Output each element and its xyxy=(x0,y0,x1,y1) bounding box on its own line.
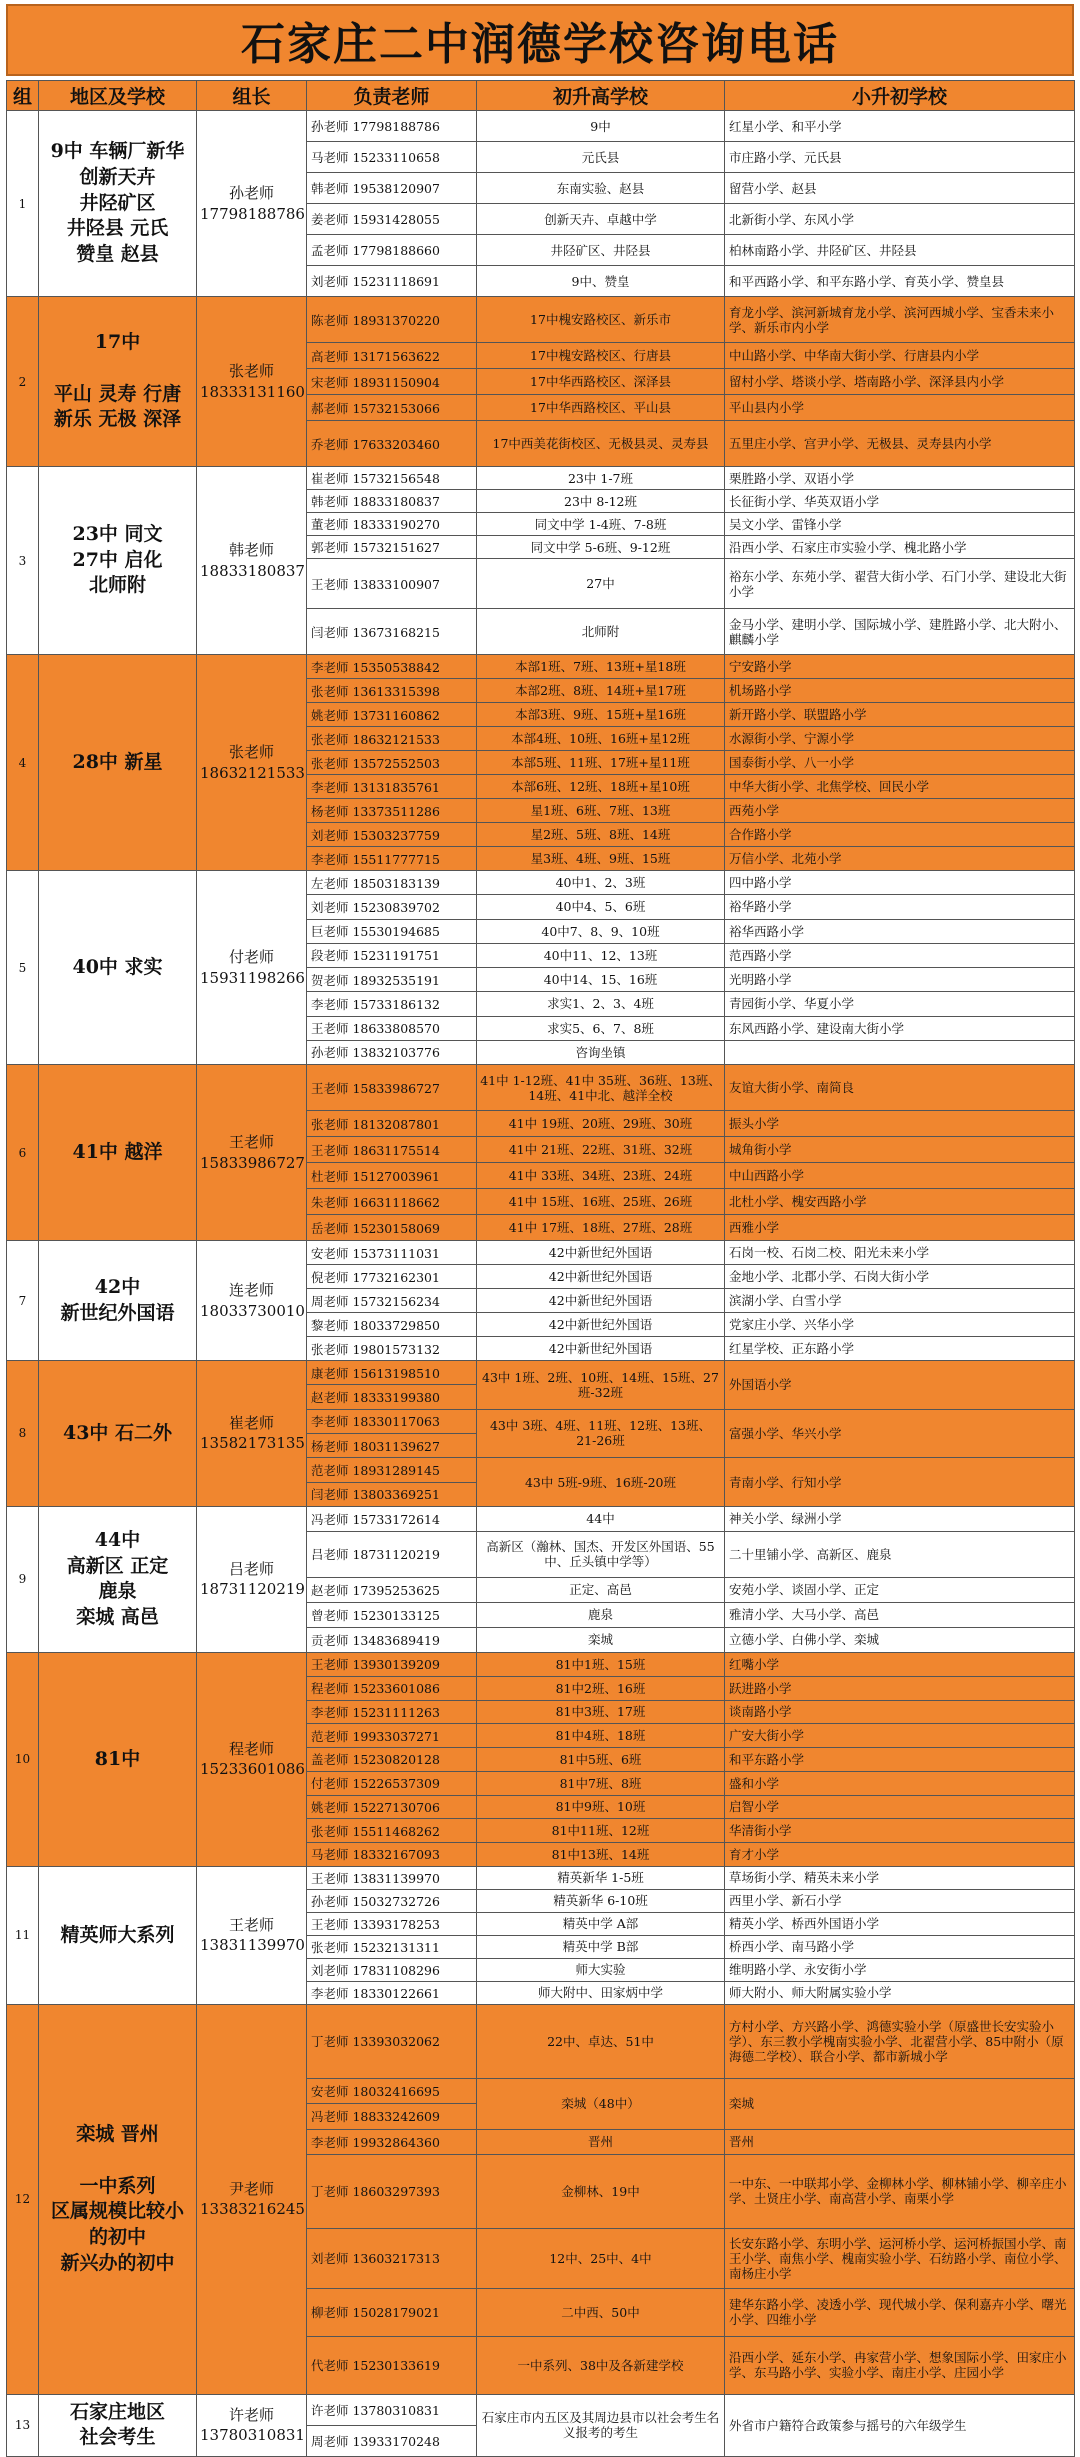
teacher-contact: 韩老师 19538120907 xyxy=(307,173,477,204)
middle-school-cell: 晋州 xyxy=(725,2129,1075,2154)
middle-school-cell: 留营小学、赵县 xyxy=(725,173,1075,204)
teacher-contact: 李老师 18330117063 xyxy=(307,1409,477,1433)
middle-school-cell xyxy=(725,1040,1075,1064)
teacher-contact: 孙老师 17798188786 xyxy=(307,111,477,142)
middle-school-cell: 栗胜路小学、双语小学 xyxy=(725,467,1075,490)
high-school-cell: 41中 33班、34班、23班、24班 xyxy=(477,1163,725,1189)
high-school-cell: 石家庄市内五区及其周边县市以社会考生名义报考的考生 xyxy=(477,2394,725,2456)
high-school-cell: 17中华西路校区、平山县 xyxy=(477,395,725,421)
teacher-contact: 张老师 13613315398 xyxy=(307,679,477,703)
high-school-cell: 41中 15班、16班、25班、26班 xyxy=(477,1189,725,1215)
teacher-contact: 朱老师 16631118662 xyxy=(307,1189,477,1215)
teacher-contact: 冯老师 18833242609 xyxy=(307,2104,477,2129)
region-schools: 石家庄地区 社会考生 xyxy=(39,2394,197,2456)
middle-school-cell: 裕华西路小学 xyxy=(725,919,1075,943)
high-school-cell: 本部2班、8班、14班+星17班 xyxy=(477,679,725,703)
high-school-cell: 43中 1班、2班、10班、14班、15班、27班-32班 xyxy=(477,1361,725,1410)
teacher-contact: 张老师 15232131311 xyxy=(307,1935,477,1958)
group-number: 1 xyxy=(7,111,39,297)
middle-school-cell: 华清街小学 xyxy=(725,1819,1075,1843)
middle-school-cell: 沿西小学、石家庄市实验小学、槐北路小学 xyxy=(725,536,1075,559)
middle-school-cell: 宁安路小学 xyxy=(725,655,1075,679)
teacher-contact: 高老师 13171563622 xyxy=(307,343,477,369)
teacher-contact: 姚老师 15227130706 xyxy=(307,1795,477,1819)
high-school-cell: 金柳林、19中 xyxy=(477,2154,725,2228)
header-leader: 组长 xyxy=(197,81,307,111)
middle-school-cell: 广安大街小学 xyxy=(725,1724,1075,1748)
region-schools: 44中 高新区 正定 鹿泉 栾城 高邑 xyxy=(39,1506,197,1652)
middle-school-cell: 外省市户籍符合政策参与摇号的六年级学生 xyxy=(725,2394,1075,2456)
header-middle-school: 小升初学校 xyxy=(725,81,1075,111)
middle-school-cell: 一中东、一中联邦小学、金柳林小学、柳林铺小学、柳辛庄小学、土贤庄小学、南高营小学、南栗小学 xyxy=(725,2154,1075,2228)
region-schools: 81中 xyxy=(39,1652,197,1866)
teacher-contact: 刘老师 17831108296 xyxy=(307,1958,477,1981)
middle-school-cell: 立德小学、白佛小学、栾城 xyxy=(725,1627,1075,1652)
middle-school-cell: 栾城 xyxy=(725,2078,1075,2129)
middle-school-cell: 育才小学 xyxy=(725,1843,1075,1867)
header-teacher: 负责老师 xyxy=(307,81,477,111)
region-schools: 41中 越洋 xyxy=(39,1065,197,1241)
teacher-contact: 孙老师 13832103776 xyxy=(307,1040,477,1064)
middle-school-cell: 红星学校、正东路小学 xyxy=(725,1337,1075,1361)
high-school-cell: 北师附 xyxy=(477,609,725,655)
table-row xyxy=(7,2394,1075,2425)
high-school-cell: 81中9班、10班 xyxy=(477,1795,725,1819)
middle-school-cell: 西苑小学 xyxy=(725,799,1075,823)
teacher-contact: 贡老师 13483689419 xyxy=(307,1627,477,1652)
high-school-cell: 9中、赞皇 xyxy=(477,266,725,297)
high-school-cell: 本部3班、9班、15班+星16班 xyxy=(477,703,725,727)
teacher-contact: 程老师 15233601086 xyxy=(307,1676,477,1700)
middle-school-cell: 万信小学、北苑小学 xyxy=(725,847,1075,871)
teacher-contact: 周老师 15732156234 xyxy=(307,1289,477,1313)
teacher-contact: 李老师 19932864360 xyxy=(307,2129,477,2154)
middle-school-cell: 友谊大街小学、南简良 xyxy=(725,1065,1075,1111)
middle-school-cell: 中华大街小学、北焦学校、回民小学 xyxy=(725,775,1075,799)
teacher-contact: 范老师 19933037271 xyxy=(307,1724,477,1748)
high-school-cell: 42中新世纪外国语 xyxy=(477,1241,725,1265)
high-school-cell: 师大实验 xyxy=(477,1958,725,1981)
high-school-cell: 星1班、6班、7班、13班 xyxy=(477,799,725,823)
group-number: 13 xyxy=(7,2394,39,2456)
middle-school-cell: 红星小学、和平小学 xyxy=(725,111,1075,142)
high-school-cell: 本部5班、11班、17班+星11班 xyxy=(477,751,725,775)
table-header-row xyxy=(7,81,1075,111)
teacher-contact: 刘老师 13603217313 xyxy=(307,2228,477,2288)
high-school-cell: 精英新华 1-5班 xyxy=(477,1866,725,1889)
teacher-contact: 张老师 19801573132 xyxy=(307,1337,477,1361)
group-leader: 尹老师 13383216245 xyxy=(197,2004,307,2394)
group-leader: 张老师 18632121533 xyxy=(197,655,307,871)
teacher-contact: 李老师 15733186132 xyxy=(307,992,477,1016)
high-school-cell: 精英新华 6-10班 xyxy=(477,1889,725,1912)
middle-school-cell: 西里小学、新石小学 xyxy=(725,1889,1075,1912)
teacher-contact: 刘老师 15231118691 xyxy=(307,266,477,297)
header-region: 地区及学校 xyxy=(39,81,197,111)
teacher-contact: 巨老师 15530194685 xyxy=(307,919,477,943)
high-school-cell: 一中系列、38中及各新建学校 xyxy=(477,2336,725,2394)
teacher-contact: 安老师 15373111031 xyxy=(307,1241,477,1265)
teacher-contact: 宋老师 18931150904 xyxy=(307,369,477,395)
middle-school-cell: 神关小学、绿洲小学 xyxy=(725,1506,1075,1531)
teacher-contact: 张老师 18132087801 xyxy=(307,1111,477,1137)
middle-school-cell: 和平西路小学、和平东路小学、育英小学、赞皇县 xyxy=(725,266,1075,297)
teacher-contact: 王老师 18631175514 xyxy=(307,1137,477,1163)
teacher-contact: 刘老师 15230839702 xyxy=(307,895,477,919)
teacher-contact: 刘老师 15303237759 xyxy=(307,823,477,847)
teacher-contact: 闫老师 13673168215 xyxy=(307,609,477,655)
middle-school-cell: 师大附小、师大附属实验小学 xyxy=(725,1981,1075,2004)
table-row xyxy=(7,2004,1075,2078)
high-school-cell: 精英中学 A部 xyxy=(477,1912,725,1935)
high-school-cell: 44中 xyxy=(477,1506,725,1531)
middle-school-cell: 五里庄小学、宫尹小学、无极县、灵寿县内小学 xyxy=(725,421,1075,467)
teacher-contact: 姚老师 13731160862 xyxy=(307,703,477,727)
teacher-contact: 王老师 13833100907 xyxy=(307,559,477,609)
high-school-cell: 本部4班、10班、16班+星12班 xyxy=(477,727,725,751)
teacher-contact: 代老师 15230133619 xyxy=(307,2336,477,2394)
group-number: 3 xyxy=(7,467,39,655)
middle-school-cell: 光明路小学 xyxy=(725,968,1075,992)
middle-school-cell: 草场街小学、精英未来小学 xyxy=(725,1866,1075,1889)
teacher-contact: 姜老师 15931428055 xyxy=(307,204,477,235)
teacher-contact: 李老师 15350538842 xyxy=(307,655,477,679)
middle-school-cell: 北新街小学、东风小学 xyxy=(725,204,1075,235)
teacher-contact: 孙老师 15032732726 xyxy=(307,1889,477,1912)
teacher-contact: 盖老师 15230820128 xyxy=(307,1748,477,1772)
high-school-cell: 43中 5班-9班、16班-20班 xyxy=(477,1458,725,1507)
teacher-contact: 杨老师 13373511286 xyxy=(307,799,477,823)
high-school-cell: 高新区（瀚林、国杰、开发区外国语、55中、丘头镇中学等） xyxy=(477,1531,725,1577)
middle-school-cell: 城角街小学 xyxy=(725,1137,1075,1163)
middle-school-cell: 二十里铺小学、高新区、鹿泉 xyxy=(725,1531,1075,1577)
table-row xyxy=(7,1241,1075,1265)
teacher-contact: 李老师 15231111263 xyxy=(307,1700,477,1724)
high-school-cell: 17中华西路校区、深泽县 xyxy=(477,369,725,395)
page-title: 石家庄二中润德学校咨询电话 xyxy=(6,4,1074,76)
middle-school-cell: 合作路小学 xyxy=(725,823,1075,847)
teacher-contact: 乔老师 17633203460 xyxy=(307,421,477,467)
high-school-cell: 晋州 xyxy=(477,2129,725,2154)
high-school-cell: 精英中学 B部 xyxy=(477,1935,725,1958)
teacher-contact: 张老师 18632121533 xyxy=(307,727,477,751)
high-school-cell: 22中、卓达、51中 xyxy=(477,2004,725,2078)
middle-school-cell: 安苑小学、谈固小学、正定 xyxy=(725,1577,1075,1602)
teacher-contact: 马老师 18332167093 xyxy=(307,1843,477,1867)
middle-school-cell: 吴文小学、雷锋小学 xyxy=(725,513,1075,536)
high-school-cell: 81中11班、12班 xyxy=(477,1819,725,1843)
high-school-cell: 81中1班、15班 xyxy=(477,1652,725,1676)
high-school-cell: 9中 xyxy=(477,111,725,142)
high-school-cell: 42中新世纪外国语 xyxy=(477,1313,725,1337)
group-number: 10 xyxy=(7,1652,39,1866)
middle-school-cell: 留村小学、塔谈小学、塔南路小学、深泽县内小学 xyxy=(725,369,1075,395)
middle-school-cell: 平山县内小学 xyxy=(725,395,1075,421)
high-school-cell: 81中2班、16班 xyxy=(477,1676,725,1700)
table-row xyxy=(7,1506,1075,1531)
middle-school-cell: 中山路小学、中华南大街小学、行唐县内小学 xyxy=(725,343,1075,369)
table-row xyxy=(7,1652,1075,1676)
middle-school-cell: 外国语小学 xyxy=(725,1361,1075,1410)
header-high-school: 初升高学校 xyxy=(477,81,725,111)
teacher-contact: 段老师 15231191751 xyxy=(307,943,477,967)
table-row xyxy=(7,655,1075,679)
teacher-contact: 康老师 15613198510 xyxy=(307,1361,477,1385)
teacher-contact: 孟老师 17798188660 xyxy=(307,235,477,266)
teacher-contact: 张老师 15511468262 xyxy=(307,1819,477,1843)
high-school-cell: 40中11、12、13班 xyxy=(477,943,725,967)
middle-school-cell: 盛和小学 xyxy=(725,1771,1075,1795)
middle-school-cell: 跃进路小学 xyxy=(725,1676,1075,1700)
teacher-contact: 柳老师 15028179021 xyxy=(307,2288,477,2336)
teacher-contact: 丁老师 18603297393 xyxy=(307,2154,477,2228)
teacher-contact: 付老师 15226537309 xyxy=(307,1771,477,1795)
group-leader: 张老师 18333131160 xyxy=(197,297,307,467)
teacher-contact: 陈老师 18931370220 xyxy=(307,297,477,343)
middle-school-cell: 富强小学、华兴小学 xyxy=(725,1409,1075,1458)
teacher-contact: 李老师 13131835761 xyxy=(307,775,477,799)
middle-school-cell: 桥西小学、南马路小学 xyxy=(725,1935,1075,1958)
group-leader: 吕老师 18731120219 xyxy=(197,1506,307,1652)
middle-school-cell: 长安东路小学、东明小学、运河桥小学、运河桥振国小学、南王小学、南焦小学、槐南实验小学、石纺路小学、南位小学、南杨庄小学 xyxy=(725,2228,1075,2288)
high-school-cell: 井陉矿区、井陉县 xyxy=(477,235,725,266)
table-row xyxy=(7,297,1075,343)
high-school-cell: 27中 xyxy=(477,559,725,609)
teacher-contact: 闫老师 13803369251 xyxy=(307,1482,477,1506)
teacher-contact: 李老师 18330122661 xyxy=(307,1981,477,2004)
group-leader: 付老师 15931198266 xyxy=(197,871,307,1065)
high-school-cell: 求实5、6、7、8班 xyxy=(477,1016,725,1040)
middle-school-cell: 东风西路小学、建设南大街小学 xyxy=(725,1016,1075,1040)
group-number: 11 xyxy=(7,1866,39,2004)
middle-school-cell: 振头小学 xyxy=(725,1111,1075,1137)
high-school-cell: 栾城 xyxy=(477,1627,725,1652)
teacher-contact: 吕老师 18731120219 xyxy=(307,1531,477,1577)
high-school-cell: 42中新世纪外国语 xyxy=(477,1289,725,1313)
teacher-contact: 马老师 15233110658 xyxy=(307,142,477,173)
high-school-cell: 40中1、2、3班 xyxy=(477,871,725,895)
high-school-cell: 41中 21班、22班、31班、32班 xyxy=(477,1137,725,1163)
teacher-contact: 倪老师 17732162301 xyxy=(307,1265,477,1289)
group-number: 9 xyxy=(7,1506,39,1652)
group-leader: 王老师 13831139970 xyxy=(197,1866,307,2004)
group-leader: 连老师 18033730010 xyxy=(197,1241,307,1361)
middle-school-cell: 和平东路小学 xyxy=(725,1748,1075,1772)
high-school-cell: 同文中学 1-4班、7-8班 xyxy=(477,513,725,536)
teacher-contact: 韩老师 18833180837 xyxy=(307,490,477,513)
group-number: 6 xyxy=(7,1065,39,1241)
high-school-cell: 17中槐安路校区、行唐县 xyxy=(477,343,725,369)
teacher-contact: 杜老师 15127003961 xyxy=(307,1163,477,1189)
middle-school-cell: 育龙小学、滨河新城育龙小学、滨河西城小学、宝香未来小学、新乐市内小学 xyxy=(725,297,1075,343)
middle-school-cell: 石岗一校、石岗二校、阳光未来小学 xyxy=(725,1241,1075,1265)
contact-table xyxy=(6,80,1075,2457)
high-school-cell: 正定、高邑 xyxy=(477,1577,725,1602)
teacher-contact: 曾老师 15230133125 xyxy=(307,1602,477,1627)
high-school-cell: 23中 8-12班 xyxy=(477,490,725,513)
middle-school-cell: 北杜小学、槐安西路小学 xyxy=(725,1189,1075,1215)
teacher-contact: 左老师 18503183139 xyxy=(307,871,477,895)
high-school-cell: 41中 17班、18班、27班、28班 xyxy=(477,1215,725,1241)
group-leader: 崔老师 13582173135 xyxy=(197,1361,307,1507)
high-school-cell: 鹿泉 xyxy=(477,1602,725,1627)
table-row xyxy=(7,871,1075,895)
teacher-contact: 贺老师 18932535191 xyxy=(307,968,477,992)
high-school-cell: 17中西美花街校区、无极县灵、灵寿县 xyxy=(477,421,725,467)
teacher-contact: 李老师 15511777715 xyxy=(307,847,477,871)
high-school-cell: 师大附中、田家炳中学 xyxy=(477,1981,725,2004)
teacher-contact: 许老师 13780310831 xyxy=(307,2394,477,2425)
teacher-contact: 赵老师 17395253625 xyxy=(307,1577,477,1602)
group-leader: 韩老师 18833180837 xyxy=(197,467,307,655)
high-school-cell: 17中槐安路校区、新乐市 xyxy=(477,297,725,343)
middle-school-cell: 沿西小学、延东小学、冉家营小学、想象国际小学、田家庄小学、东马路小学、实验小学、南庄小学、庄园小学 xyxy=(725,2336,1075,2394)
region-schools: 23中 同文 27中 启化 北师附 xyxy=(39,467,197,655)
region-schools: 17中 平山 灵寿 行唐 新乐 无极 深泽 xyxy=(39,297,197,467)
high-school-cell: 创新天卉、卓越中学 xyxy=(477,204,725,235)
middle-school-cell: 青园街小学、华夏小学 xyxy=(725,992,1075,1016)
teacher-contact: 范老师 18931289145 xyxy=(307,1458,477,1482)
group-leader: 王老师 15833986727 xyxy=(197,1065,307,1241)
high-school-cell: 咨询坐镇 xyxy=(477,1040,725,1064)
header-group: 组 xyxy=(7,81,39,111)
table-row xyxy=(7,1866,1075,1889)
teacher-contact: 王老师 13393178253 xyxy=(307,1912,477,1935)
high-school-cell: 元氏县 xyxy=(477,142,725,173)
high-school-cell: 81中13班、14班 xyxy=(477,1843,725,1867)
middle-school-cell: 金马小学、建明小学、国际城小学、建胜路小学、北大附小、麒麟小学 xyxy=(725,609,1075,655)
middle-school-cell: 党家庄小学、兴华小学 xyxy=(725,1313,1075,1337)
middle-school-cell: 裕东小学、东苑小学、翟营大街小学、石门小学、建设北大街小学 xyxy=(725,559,1075,609)
middle-school-cell: 滨湖小学、白雪小学 xyxy=(725,1289,1075,1313)
middle-school-cell: 市庄路小学、元氏县 xyxy=(725,142,1075,173)
teacher-contact: 王老师 15833986727 xyxy=(307,1065,477,1111)
middle-school-cell: 四中路小学 xyxy=(725,871,1075,895)
teacher-contact: 董老师 18333190270 xyxy=(307,513,477,536)
teacher-contact: 崔老师 15732156548 xyxy=(307,467,477,490)
teacher-contact: 杨老师 18031139627 xyxy=(307,1433,477,1457)
teacher-contact: 王老师 18633808570 xyxy=(307,1016,477,1040)
high-school-cell: 81中4班、18班 xyxy=(477,1724,725,1748)
high-school-cell: 81中5班、6班 xyxy=(477,1748,725,1772)
middle-school-cell: 中山西路小学 xyxy=(725,1163,1075,1189)
middle-school-cell: 雅清小学、大马小学、高邑 xyxy=(725,1602,1075,1627)
high-school-cell: 求实1、2、3、4班 xyxy=(477,992,725,1016)
table-body xyxy=(7,111,1075,2457)
teacher-contact: 冯老师 15733172614 xyxy=(307,1506,477,1531)
middle-school-cell: 西雅小学 xyxy=(725,1215,1075,1241)
table-row xyxy=(7,1361,1075,1385)
high-school-cell: 81中3班、17班 xyxy=(477,1700,725,1724)
group-number: 12 xyxy=(7,2004,39,2394)
middle-school-cell: 方村小学、方兴路小学、鸿德实验小学（原盛世长安实验小学）、东三教小学槐南实验小学、北翟营小学、85中附小（原海德二学校）、联合小学、都市新城小学 xyxy=(725,2004,1075,2078)
high-school-cell: 栾城（48中） xyxy=(477,2078,725,2129)
teacher-contact: 王老师 13930139209 xyxy=(307,1652,477,1676)
middle-school-cell: 裕华路小学 xyxy=(725,895,1075,919)
group-number: 5 xyxy=(7,871,39,1065)
middle-school-cell: 新开路小学、联盟路小学 xyxy=(725,703,1075,727)
middle-school-cell: 启智小学 xyxy=(725,1795,1075,1819)
table-row xyxy=(7,1065,1075,1111)
table-row xyxy=(7,467,1075,490)
region-schools: 28中 新星 xyxy=(39,655,197,871)
high-school-cell: 本部1班、7班、13班+星18班 xyxy=(477,655,725,679)
teacher-contact: 黎老师 18033729850 xyxy=(307,1313,477,1337)
group-number: 2 xyxy=(7,297,39,467)
group-number: 8 xyxy=(7,1361,39,1507)
group-number: 4 xyxy=(7,655,39,871)
high-school-cell: 81中7班、8班 xyxy=(477,1771,725,1795)
high-school-cell: 41中 1-12班、41中 35班、36班、13班、14班、41中北、越洋全校 xyxy=(477,1065,725,1111)
teacher-contact: 郭老师 15732151627 xyxy=(307,536,477,559)
middle-school-cell: 维明路小学、永安街小学 xyxy=(725,1958,1075,1981)
middle-school-cell: 金地小学、北郡小学、石岗大街小学 xyxy=(725,1265,1075,1289)
middle-school-cell: 建华东路小学、凌透小学、现代城小学、保利嘉卉小学、曙光小学、四维小学 xyxy=(725,2288,1075,2336)
high-school-cell: 东南实验、赵县 xyxy=(477,173,725,204)
middle-school-cell: 精英小学、桥西外国语小学 xyxy=(725,1912,1075,1935)
high-school-cell: 42中新世纪外国语 xyxy=(477,1265,725,1289)
middle-school-cell: 机场路小学 xyxy=(725,679,1075,703)
high-school-cell: 40中7、8、9、10班 xyxy=(477,919,725,943)
high-school-cell: 12中、25中、4中 xyxy=(477,2228,725,2288)
teacher-contact: 安老师 18032416695 xyxy=(307,2078,477,2103)
high-school-cell: 本部6班、12班、18班+星10班 xyxy=(477,775,725,799)
teacher-contact: 王老师 13831139970 xyxy=(307,1866,477,1889)
middle-school-cell: 谈南路小学 xyxy=(725,1700,1075,1724)
middle-school-cell: 长征街小学、华英双语小学 xyxy=(725,490,1075,513)
high-school-cell: 星2班、5班、8班、14班 xyxy=(477,823,725,847)
region-schools: 精英师大系列 xyxy=(39,1866,197,2004)
teacher-contact: 张老师 13572552503 xyxy=(307,751,477,775)
high-school-cell: 43中 3班、4班、11班、12班、13班、21-26班 xyxy=(477,1409,725,1458)
table-row xyxy=(7,111,1075,142)
high-school-cell: 同文中学 5-6班、9-12班 xyxy=(477,536,725,559)
teacher-contact: 丁老师 13393032062 xyxy=(307,2004,477,2078)
high-school-cell: 23中 1-7班 xyxy=(477,467,725,490)
group-leader: 许老师 13780310831 xyxy=(197,2394,307,2456)
high-school-cell: 二中西、50中 xyxy=(477,2288,725,2336)
middle-school-cell: 柏林南路小学、井陉矿区、井陉县 xyxy=(725,235,1075,266)
high-school-cell: 星3班、4班、9班、15班 xyxy=(477,847,725,871)
region-schools: 43中 石二外 xyxy=(39,1361,197,1507)
high-school-cell: 42中新世纪外国语 xyxy=(477,1337,725,1361)
high-school-cell: 40中14、15、16班 xyxy=(477,968,725,992)
high-school-cell: 41中 19班、20班、29班、30班 xyxy=(477,1111,725,1137)
middle-school-cell: 水源街小学、宁源小学 xyxy=(725,727,1075,751)
middle-school-cell: 青南小学、行知小学 xyxy=(725,1458,1075,1507)
region-schools: 9中 车辆厂新华 创新天卉 井陉矿区 井陉县 元氏 赞皇 赵县 xyxy=(39,111,197,297)
high-school-cell: 40中4、5、6班 xyxy=(477,895,725,919)
middle-school-cell: 国泰街小学、八一小学 xyxy=(725,751,1075,775)
group-number: 7 xyxy=(7,1241,39,1361)
middle-school-cell: 红嘴小学 xyxy=(725,1652,1075,1676)
region-schools: 40中 求实 xyxy=(39,871,197,1065)
teacher-contact: 岳老师 15230158069 xyxy=(307,1215,477,1241)
group-leader: 程老师 15233601086 xyxy=(197,1652,307,1866)
teacher-contact: 郝老师 15732153066 xyxy=(307,395,477,421)
group-leader: 孙老师 17798188786 xyxy=(197,111,307,297)
teacher-contact: 周老师 13933170248 xyxy=(307,2425,477,2456)
region-schools: 栾城 晋州 一中系列 区属规模比较小 的初中 新兴办的初中 xyxy=(39,2004,197,2394)
region-schools: 42中 新世纪外国语 xyxy=(39,1241,197,1361)
teacher-contact: 赵老师 18333199380 xyxy=(307,1385,477,1409)
middle-school-cell: 范西路小学 xyxy=(725,943,1075,967)
